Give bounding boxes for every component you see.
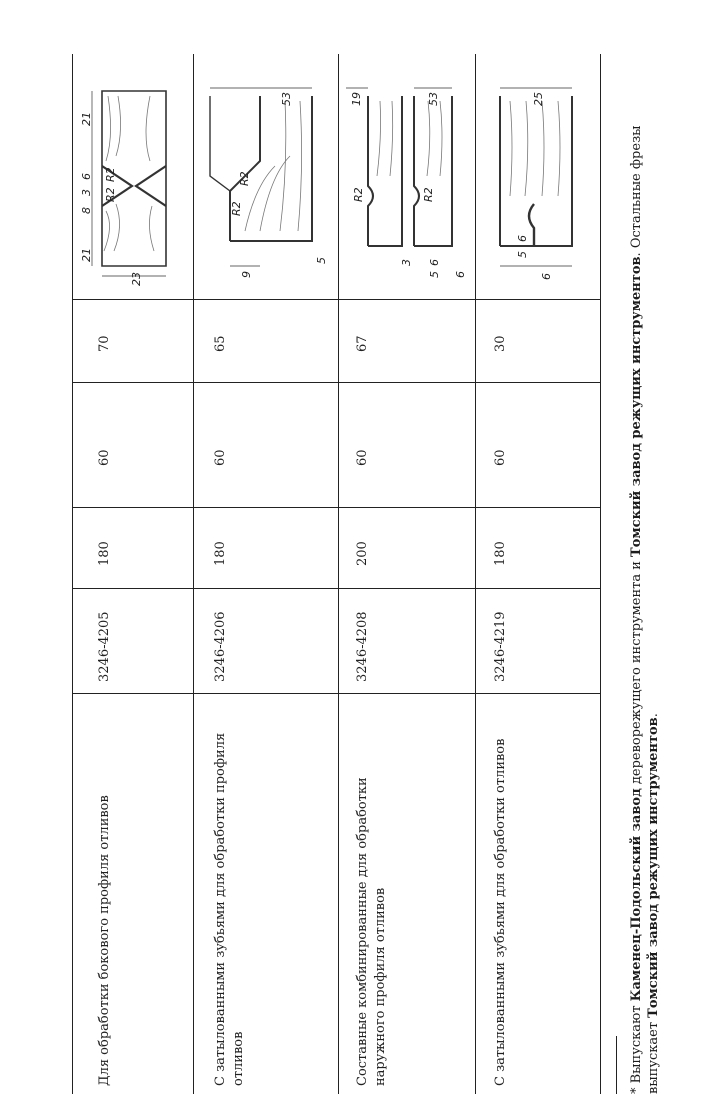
footnote-text-3: . Остальные фрезы выпускает [629, 125, 661, 1094]
row3-teeth: 67 [355, 335, 370, 352]
profile-drawing-3 [342, 76, 476, 286]
d2-dim-4: 53 [280, 92, 293, 106]
col-sep-2 [72, 588, 600, 589]
d1-dim-4: 6 [80, 173, 93, 180]
row-rule-1 [193, 54, 194, 1094]
row3-diameter: 200 [355, 541, 370, 566]
footnote-maker-2: Томский завод режущих инструментов [629, 256, 644, 557]
row2-teeth: 65 [213, 335, 228, 352]
d4-dim-3: 25 [532, 92, 545, 106]
row2-diameter: 180 [213, 541, 228, 566]
col-sep-4 [72, 382, 600, 383]
footnote-text-4: . [646, 713, 661, 718]
row1-bore: 60 [97, 449, 112, 466]
table-top-rule [72, 54, 73, 1094]
row1-name: Для обработки бокового профиля отливов [97, 795, 112, 1086]
profile-drawing-4 [480, 76, 599, 286]
row4-code: 3246-4219 [493, 611, 508, 682]
d1-dim-7: R2 [104, 167, 117, 182]
d3-dim-4: 3 [400, 259, 413, 266]
d3-dim-6: 5 [428, 271, 441, 278]
row4-diameter: 180 [493, 541, 508, 566]
d3-dim-2: R2 [352, 187, 365, 202]
footnote-text-2: дереворежущего инструмента и [629, 556, 644, 789]
row1-diameter: 180 [97, 541, 112, 566]
footnote-rule [616, 1036, 617, 1094]
footnote-star: * [629, 1087, 644, 1094]
row4-name: С затылованными зубьями для обработки отливов [493, 738, 508, 1086]
d1-dim-6: R2 [104, 187, 117, 202]
d3-dim-7: 6 [428, 259, 441, 266]
profile-drawing-1 [80, 76, 188, 286]
col-sep-3 [72, 507, 600, 508]
row3-bore: 60 [355, 449, 370, 466]
d3-dim-3: R2 [422, 187, 435, 202]
d4-dim-2: 6 [516, 235, 529, 242]
footnote-maker-1: Каменец-Подольский завод [629, 788, 644, 1002]
row1-teeth: 70 [97, 335, 112, 352]
d4-dim-4: 6 [540, 273, 553, 280]
d2-dim-5: 5 [315, 257, 328, 264]
footnote-text-1: Выпускают [629, 1001, 644, 1088]
row2-code: 3246-4206 [213, 611, 228, 682]
row1-code: 3246-4205 [97, 611, 112, 682]
row-rule-2 [338, 54, 339, 1094]
table-bottom-rule [600, 54, 601, 1094]
d1-dim-1: 21 [80, 248, 93, 262]
profile-drawing-2 [200, 76, 334, 286]
col-sep-1 [72, 693, 600, 694]
row2-name: С затылованными зубьями для обработки профиля отливов [213, 732, 246, 1086]
footnote [628, 54, 662, 1094]
d3-dim-1: 19 [350, 92, 363, 106]
row3-name: Составные комбинированные для обработки наружного профиля отливов [355, 777, 388, 1086]
row4-bore: 60 [493, 449, 508, 466]
d1-dim-5: 21 [80, 112, 93, 126]
d3-dim-5: 53 [427, 92, 440, 106]
row3-code: 3246-4208 [355, 611, 370, 682]
footnote-maker-3: Томский завод режущих инструментов [646, 717, 661, 1018]
row4-teeth: 30 [493, 335, 508, 352]
col-sep-5 [72, 299, 600, 300]
d1-dim-3: 3 [80, 189, 93, 196]
d3-dim-8: 6 [454, 271, 467, 278]
d4-dim-1: 5 [516, 251, 529, 258]
d2-dim-1: 9 [240, 271, 253, 278]
row2-bore: 60 [213, 449, 228, 466]
d2-dim-3: R2 [230, 201, 243, 216]
d1-dim-2: 8 [80, 207, 93, 214]
d1-dim-8: 23 [130, 272, 143, 286]
d2-dim-2: R2 [238, 171, 251, 186]
